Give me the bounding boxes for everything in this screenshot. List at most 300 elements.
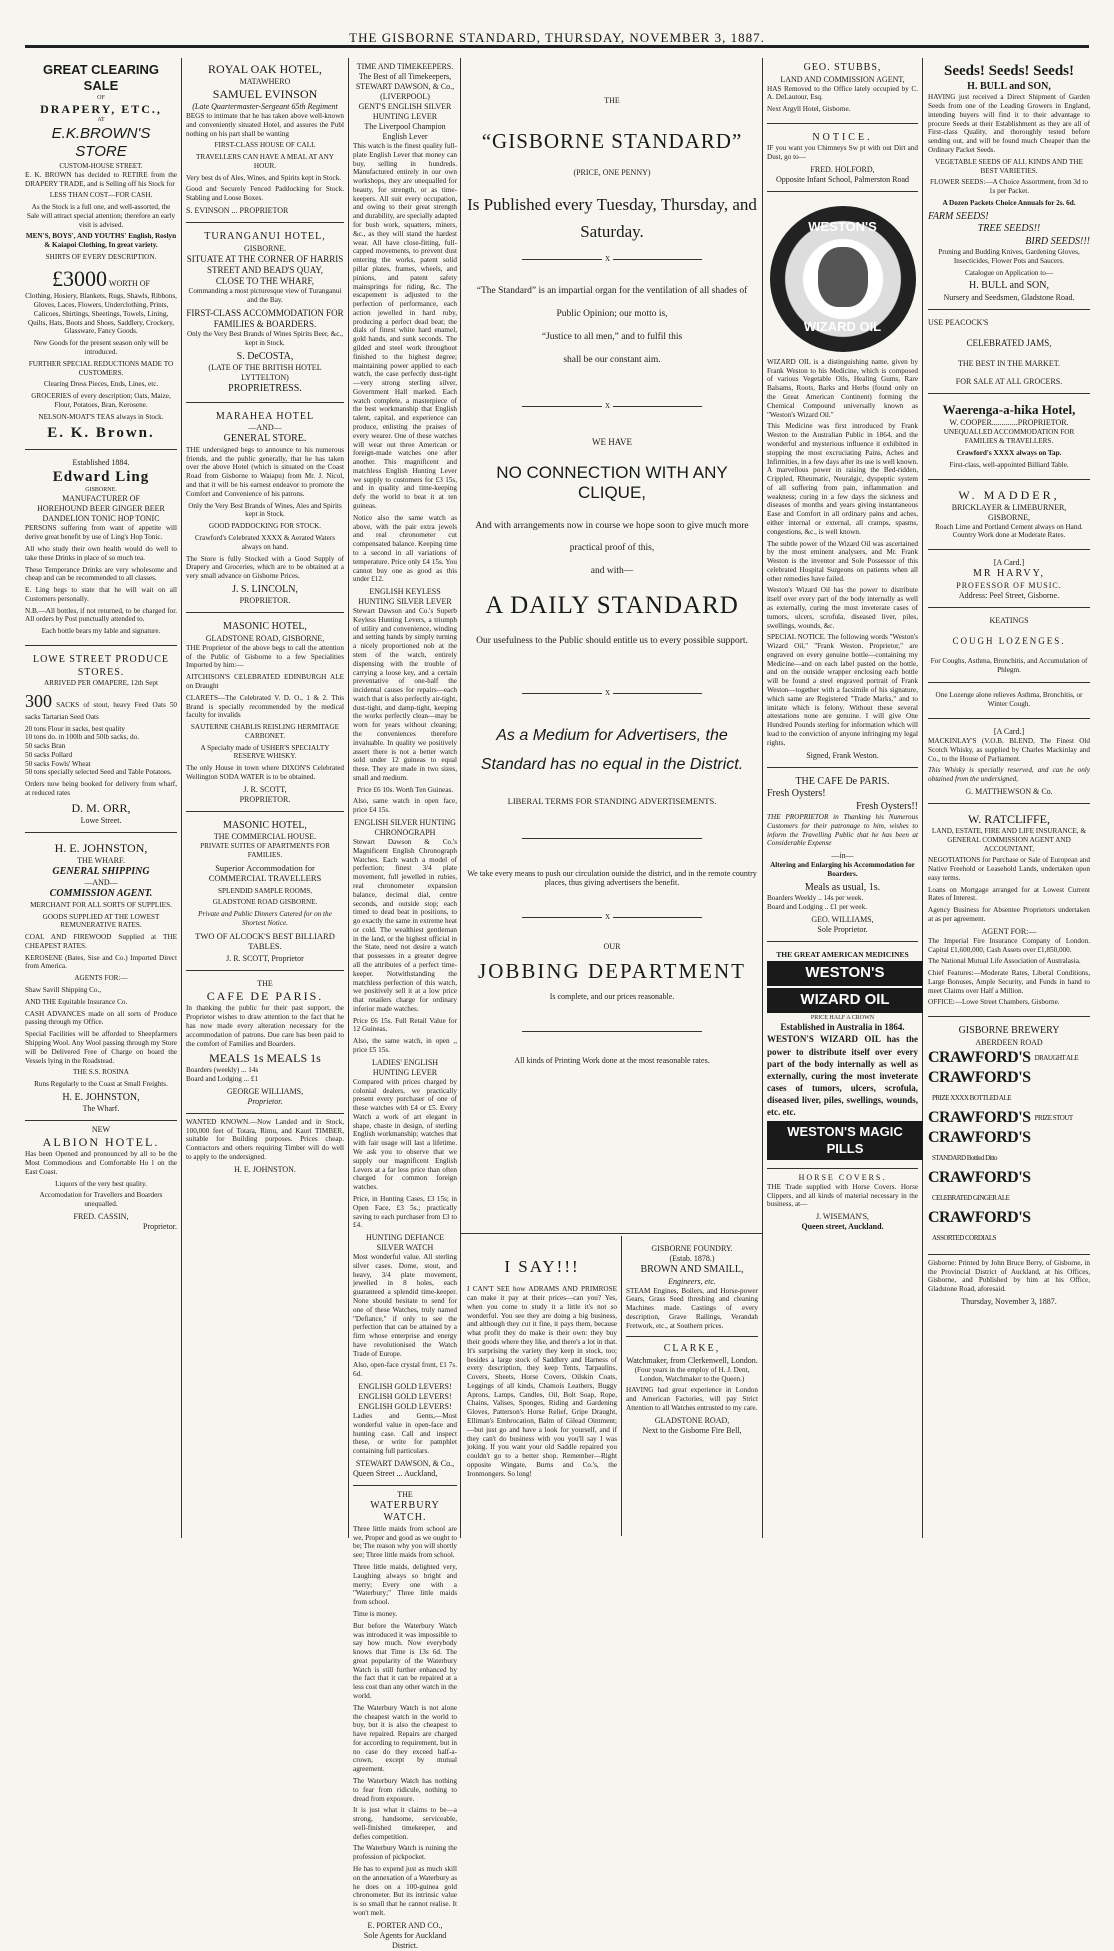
ad-text: THE Trade supplied with Horse Covers. Horse Clippers, and all kinds of material necessary in the business, at— [767, 1182, 918, 1209]
ad-text: GISBORNE, [987, 512, 1030, 522]
ad-text: Compared with prices charged by colonial dealers, we practically present every purchaser of one of these watches with £4 or £5. Every Watch a work of art elegant in shape, chaste in design, of sterling English workmanship; watches that with fair usage will last a lifetime. We ask you to observe that we supply our magnificent English Levers at a far less price than often charged for common foreign watches. [353, 1077, 457, 1192]
ad-text: [A Card.] [993, 558, 1025, 568]
ad-heading: TIME AND TIMEKEEPERS. [356, 62, 454, 71]
ad-text: PROFESSOR OF MUSIC. [956, 580, 1062, 590]
ad-mackinlay [928, 723, 1090, 804]
ad-text: —AND— [248, 423, 282, 433]
ad-text: Accomodation for Travellers and Boarders unequalled. [39, 1191, 163, 1209]
ad-heading: GENERAL STORE. [223, 433, 307, 445]
ad-text: Boarders (weekly) ... 14s Board and Lodging ... £1 [186, 1066, 259, 1084]
separator-mark: X [602, 255, 613, 263]
ad-text: MERCHANT FOR ALL SORTS OF SUPPLIES. [30, 900, 172, 909]
ad-text: Established in Australia in 1864. [780, 1022, 905, 1033]
logo-text: WESTON'S [808, 218, 877, 234]
ad-text: THE [257, 979, 273, 989]
ad-heading: MR HARVY, [972, 568, 1046, 580]
ad-text: N.B.—All bottles, if not returned, to be charged for. All orders by Post punctually attended to. [25, 606, 177, 624]
ad-text: Pruning and Budding Knives, Gardening Gloves, Insecticides, Flower Pots and Saucers. [938, 248, 1080, 265]
ad-text: A Dozen Packets Choice Annuals for 2s. 6d. [942, 198, 1076, 207]
ad-text: ENGLISH GOLD LEVERS! [358, 1392, 452, 1401]
ad-text: THE GREAT AMERICAN MEDICINES [776, 949, 909, 959]
notice-heading: A DAILY STANDARD [485, 592, 739, 620]
ad-heading: MASONIC HOTEL, [223, 819, 307, 831]
ad-masonic-commercial [186, 816, 344, 972]
ad-text: The Liverpool Champion English Lever [364, 122, 446, 141]
ad-text: THE BEST IN THE MARKET. [958, 359, 1060, 369]
ad-text: 20 tons Flour in sacks, best quality 10 tons do. in 100lb and 50lb sacks, do. 50 sacks Bran 50 sacks Pollard 50 sacks Fowls' Wheat 50 tons specially selected Seed and Table Potatoes. [25, 724, 172, 777]
ad-text: HOREHOUND BEER GINGER BEER [37, 504, 165, 514]
ad-lowe-street [25, 650, 177, 833]
column-3 [353, 58, 457, 1950]
ad-logo: WESTON'S [767, 961, 923, 986]
ad-text: It is just what it claims to be—a strong, handsome, serviceable, well-finished timekeeper, and defies competition. [353, 1806, 457, 1841]
ad-text: The Store is fully Stocked with a Good Supply of Drapery and Groceries, which are to be obtained at a very small advance on Gisborne Prices. [186, 554, 344, 581]
ad-text: GENT'S ENGLISH SILVER HUNTING LEVER [358, 102, 452, 121]
ad-text: HAS Removed to the Office lately occupied by C. A. DeLautour, Esq. [767, 84, 918, 102]
notice-text: WE HAVE [591, 436, 633, 447]
brand-name: CRAWFORD'S [928, 1108, 1031, 1126]
ad-heading: THE CAFE De PARIS. [795, 775, 890, 787]
ad-text: LADIES' ENGLISH HUNTING LEVER [371, 1057, 439, 1077]
masthead-title: THE GISBORNE STANDARD, THURSDAY, NOVEMBER 3, 1887. [349, 30, 765, 45]
ad-text: FRED. CASSIN, [73, 1212, 129, 1222]
ad-text: This Whisky is specially reserved, and can be only obtained from the undersigned, [928, 766, 1090, 784]
ad-text: The Waterbury Watch is ruining the profession of pickpocket. [353, 1844, 457, 1862]
brew-line [928, 1128, 1090, 1168]
logo-text: WIZARD OIL [803, 318, 882, 334]
ad-text: This watch is the finest quality full-plate English Lever that money can buy, selling in hundreds. Manufactured entirely in our own workshops, they are unequalled for beauty, for strength, or as time-keepers. All suit every occupation, and owing to their great strength and durability, are specially adapted for bush work, squatters, miners, &c., as they will stand the hardest wear. All have close-fitting, full-capped movements, to prevent dust entering the works, patent solid pillar plates, frames, wheels, and pinions, and patent safety mainsprings for riding, &c. The escapement is adjusted to the perfection of performance, each action jewelled in hard ruby, producing a perfect dead beat; the dials of finest white hard enamel, gold hands, and sunk seconds. The gilded and steel work throughout finished to the highest degree; maintaining power applied to each watch, the case perfectly dust-tight—very strong sterling silver, Government Hall marked. Each watch complete, a masterpiece of the best workmanship that English talent, capital, and experience can produce, enlisting the praises of every wearer. One of these watches will wear out three American or foreign-made watches one after another. This magnificent and matchless English Hunting Lever we supply to customers for £3 15s, and in quality and time-keeping defy the world to beat it at ten guineas. [353, 142, 457, 511]
ad-text: Opposite Infant School, Palmerston Road [775, 174, 910, 184]
ad-text: H. E. JOHNSTON. [234, 1164, 296, 1174]
ad-amount: 300 [25, 690, 52, 711]
ad-text: ENGLISH GOLD LEVERS! [358, 1402, 452, 1411]
ad-text: Shaw Savill Shipping Co., [25, 986, 102, 995]
ad-text: Good and Securely Fenced Paddocking for Stock. Stabling and Loose Boxes. [186, 185, 344, 203]
ad-text: NEGOTIATIONS for Purchase or Sale of European and Native Freehold or Leasehold Lands, undertaken upon easy terms. [928, 856, 1090, 882]
ad-text: Three little maids from school are we, Proper and good as we ought to be; The reason why you will shortly see; Three little maids from school. [353, 1524, 457, 1560]
ad-text: The Best of all Timekeepers, [358, 72, 452, 81]
ad-text: AND THE Equitable Insurance Co. [25, 997, 128, 1006]
ad-text: Special Facilities will be afforded to Sheepfarmers Shipping Wool. Any Wool passing through my Store will be Delivered Free of Charge on board the Vessels lying in the Roadstead. [25, 1030, 177, 1065]
ad-text: The subtle power of the Wizard Oil was ascertained by the most eminent analysers, and Mr. Frank Weston is the inventor and Sole Possessor of this celebrated Hospital Surgeons on patients when all other remedies have failed. [767, 539, 918, 583]
brew-line [928, 1168, 1090, 1208]
ad-text: The Wharf. [82, 1104, 120, 1114]
ad-text: Price £6 10s. Worth Ten Guineas. [356, 785, 454, 794]
ad-text: BRICKLAYER & LIMEBURNER, [951, 502, 1067, 512]
ad-heading: GREAT CLEARING SALE [42, 62, 160, 94]
ad-text: Stewart Dawson and Co.'s Superb Keyless Hunting Levers, a triumph of utility and convenience, winding and setting hands by simply turning a nicely proportioned nob at the stem of the watch, entirely dispensing with the trouble of carrying a loose key, and a certain preventative of one-half the incidental causes for repairs—each watch that is also perfectly air-tight, dust-tight, and damp-tight, keeping the works perfectly clean—may be worn for years without cleaning; the conveniences therefore invaluable. In quality we positively assert there is not a better watch sold under 12 guineas to equal these. They are made in two sizes, small and medium. [353, 607, 457, 782]
ad-text: UNEQUALLED ACCOMMODATION FOR FAMILIES & TRAVELLERS. [943, 428, 1075, 446]
ad-text: PERSONS suffering from want of appetite will derive great benefit by use of Ling's Hop Tonic. [25, 524, 177, 542]
ad-text: Also, the same watch, in open ,, price £5 15s. [353, 1037, 457, 1054]
separator [522, 401, 702, 410]
ad-heading: DRAPERY, ETC., [40, 102, 162, 116]
brew-name: PRIZE XXXX BOTTLED ALE [932, 1093, 1012, 1102]
ad-text: The only House in town where DIXON'S Celebrated Wellington SODA WATER is to be obtained. [186, 764, 344, 781]
notice-heading: JOBBING DEPARTMENT [478, 958, 746, 983]
ad-logo: WESTON'S MAGIC PILLS [767, 1121, 923, 1160]
notice-text: Our usefulness to the Public should entitle us to every possible support. [476, 636, 748, 647]
ad-text: E. PORTER AND CO., [367, 1920, 443, 1930]
ad-text: Orders now being booked for delivery from wharf, at reduced rates [25, 780, 177, 798]
column-divider [922, 58, 923, 1538]
ad-text: WANTED KNOWN.—Now Landed and in Stock, 100,000 feet of Totara, Rimu, and Kauri TIMBER, suitable for Building purposes. Prices cheap. Contractors and others requiring Timber will do well to apply to the undersigned. [186, 1117, 344, 1161]
ad-text: Next to the Gisborne Fire Bell, [642, 1425, 742, 1435]
ad-text: ENGLISH GOLD LEVERS! [358, 1382, 452, 1391]
ad-text: LAND, ESTATE, FIRE AND LIFE INSURANCE, & GENERAL COMMISSION AGENT AND ACCOUNTANT, [931, 826, 1087, 853]
ad-text: Time is money. [353, 1609, 398, 1618]
ad-text: GLADSTONE ROAD, [654, 1415, 730, 1425]
ad-text: PROPRIETOR. [239, 596, 291, 606]
ad-text: CASH ADVANCES made on all sorts of Produce passing through my Office. [25, 1009, 177, 1027]
ad-heading: LOWE STREET PRODUCE STORES. [32, 654, 170, 678]
ad-heading: KEATINGS [989, 615, 1029, 625]
ad-text: Agency Business for Absentee Proprietors undertaken at as per agreement. [928, 906, 1090, 923]
ad-logo: WIZARD OIL [767, 988, 923, 1013]
ad-signature: E. K. Brown. [47, 425, 155, 442]
ad-text: He has to expend just as much skill on the annexation of a Waterbury as he does on a 100-guinea gold chronometer. But its intrinsic value is so small that he cannot realise. It won't melt. [353, 1865, 457, 1917]
ad-text: COAL AND FIREWOOD Supplied at THE CHEAPEST RATES. [25, 933, 177, 950]
masthead-rule [25, 45, 1089, 48]
column-6 [928, 58, 1090, 1538]
ad-heading: I SAY!!! [504, 1257, 580, 1276]
ad-text: Queen Street ... Auckland, [353, 1468, 438, 1478]
brew-name: STANDARD Bottled Ditto [932, 1153, 998, 1162]
column-divider [460, 58, 461, 1538]
ad-text: New Goods for the present season only will be introduced. [33, 339, 169, 356]
ad-text: All who study their own health would do well to take these Drinks in place of so much tea. [25, 545, 177, 562]
ad-heading: E.K.BROWN'S STORE [51, 124, 151, 161]
ad-text: PRICE HALF A CROWN [810, 1014, 875, 1021]
ad-text: Notice also the same watch as above, with the pair extra jewels and real chronometer cut compensated balance. Keeping time to a second in all variations of temperature. Price only £4 15s. You cannot buy one as good as this under £12. [353, 513, 457, 584]
ad-text: GOODS SUPPLIED AT THE LOWEST REMUNERATIVE RATES. [42, 912, 160, 930]
brand-name: CRAWFORD'S [928, 1048, 1031, 1066]
ad-text: THE WHARF. [77, 855, 125, 865]
ad-heading: W. MADDER, [958, 487, 1060, 502]
separator-mark: X [602, 402, 613, 410]
ad-timber [186, 1118, 344, 1175]
ad-text: Commanding a most picturesque view of Turanganui and the Bay. [188, 287, 342, 305]
column-5 [767, 58, 918, 1538]
ad-heading: W. RATCLIFFE, [968, 811, 1050, 826]
ad-text: Clearing Dress Pieces, Ends, Lines, etc. [43, 380, 159, 389]
ad-text: Loans on Mortgage arranged for at Lowest Current Rates of Interest. [928, 885, 1090, 903]
column-1 [25, 58, 177, 1538]
ad-text: Next Argyll Hotel, Gisborne. [767, 105, 851, 114]
notice-text: (PRICE, ONE PENNY) [573, 168, 651, 177]
ad-text: Price, in Hunting Cases, £3 15s; in Open Face, £3 5s.; practically saving to each purchaser from £3 to £4. [353, 1194, 457, 1230]
ad-text: TREE SEEDS!! [977, 223, 1041, 235]
ad-heading: COMMISSION AGENT. [49, 888, 153, 900]
ad-text: Superior Accommodation for COMMERCIAL TRAVELLERS [208, 862, 322, 884]
ad-text: —AND— [84, 878, 118, 888]
notice-heading: As a Medium for Advertisers, the Standard has no equal in the District. [480, 726, 744, 773]
ad-heading: S. DeCOSTA, [236, 350, 294, 362]
ad-heading: STEWART DAWSON, & Co., [355, 82, 455, 91]
ad-heading: D. M. ORR, [71, 800, 131, 815]
ad-heading: Meals as usual, 1s. [804, 881, 881, 893]
ad-royal-oak [186, 58, 344, 223]
ad-text: E. K. BROWN has decided to RETIRE from the DRAPERY TRADE, and is Selling off his Stock for [25, 170, 177, 188]
ad-text: Three little maids, delighted very, Laughing always so bright and merry; Every one with a "Waterbury;" Three little maids from school. [353, 1563, 457, 1607]
ad-text: Boarders Weekly .. 14s per week. Board and Lodging .. £1 per week. [767, 894, 868, 911]
brand-name: CRAWFORD'S [928, 1208, 1031, 1226]
ad-text: GEORGE WILLIAMS, [226, 1086, 304, 1096]
wizard-oil-logo [770, 206, 916, 352]
ad-text: AGENT FOR:— [981, 926, 1037, 936]
brew-name: CELEBRATED GINGER ALE [932, 1193, 1010, 1202]
ad-text: KEROSENE (Bates, Sise and Co.) Imported Direct from America. [25, 953, 177, 971]
ad-text: SPECIAL NOTICE. The following words "Weston's Wizard Oil," "Frank Weston. Proprietor," are engraved on every genuine bottle—containing my Medicine—and on each label pasted on the bottle, and on the outside wrapper enclosing each bottle will be found a steel engraved portrait of Frank Weston—together with a facsimile of his signature, which same are Registered "Trade Marks," and to imitate which is felony. Without these several attestations none are genuine. I will give One Hundred Pounds sterling for information which will lead to the conviction of anyone infringing my legal rights, [767, 633, 918, 747]
ad-text: Proprietor. [143, 1222, 177, 1232]
ad-text: W. COOPER.............PROPRIETOR. [949, 418, 1069, 428]
ad-text: DANDELION TONIC HOP TONIC [42, 514, 160, 524]
ad-text: Queen street, Auckland. [801, 1222, 884, 1232]
ad-heading: COUGH LOZENGES. [952, 635, 1066, 646]
ad-text: I CAN'T SEE how ADRAMS AND PRIMROSE can make it pay at their prices—can you? Yes, when you come to study it a little it's not so wonderful. You see they are doing a big business, and although they cut it fine, it pays them, because what profit they do make is their own: they buy their goods where they like, and there's a lot in that. It's surprising the variety they keep in stock, too; besides a large stock of Saddlery and Harness of every description, they keep Tents, Tarpaulins, Covers, Sheets, Horse Covers, Oilskin Coats, Leggings of all kinds, Chamois Leathers, Buggy Aprons, Lamps, Candles, Oil, Bolt Soap, Rope, Chains, Valises, Sponges, Riding and Gardening Gloves, Patterson's Horse Relief, Gripe Draught, Elliman's Embrocation, Balm of Gilead Ointment;—but just go and have a look for yourself, and if they can't do business with you you'll say I was joking. If you want your old Saddle repaired you couldn't go to a better shop. Remember—Right opposite Wingate, Burns and Co.'s, the Ironmongers. So long! [467, 1285, 617, 1478]
ad-text: TRAVELLERS CAN HAVE A MEAL AT ANY HOUR. [196, 153, 334, 170]
ad-text: MEN'S, BOYS', AND YOUTHS' English, Roslyn & Kaiapoi Clothing, In great variety. [25, 232, 177, 250]
ad-text: THE [397, 1489, 413, 1499]
ad-harvy [928, 554, 1090, 608]
notice-text: “The Standard” is an impartial organ for the ventilation of all shades of Public Opinion; our motto is, [476, 286, 748, 320]
ad-text: GLADSTONE ROAD GISBORNE. [212, 898, 318, 907]
ad-text: FIRST-CLASS ACCOMMODATION FOR FAMILIES & BOARDERS. [186, 307, 344, 330]
ad-heading: GENERAL SHIPPING [52, 865, 150, 877]
ad-wizard-oil [767, 196, 918, 768]
ad-text: In thanking the public for their past support, the Proprietor wishes to draw attention to the fact that he has now made every alteration necessary for the accommodation of patrons. Due care has been paid to the comfort of Families and Boarders. [186, 1004, 344, 1048]
ad-heading: CAFE DE PARIS. [206, 989, 324, 1004]
ad-heading: H. E. JOHNSTON, [54, 840, 148, 855]
ad-text: LESS THAN COST—FOR CASH. [49, 191, 153, 200]
ad-heading: GISBORNE BREWERY [958, 1025, 1060, 1037]
ad-peacock-jams [928, 314, 1090, 394]
ad-turanganui [186, 227, 344, 403]
notice-heading: NO CONNECTION WITH ANY CLIQUE, [496, 462, 728, 502]
ad-text: Altering and Enlarging his Accommodation for Boarders. [770, 861, 915, 878]
ad-text: FLOWER SEEDS:—A Choice Assortment, from 3d to 1s per Packet. [930, 178, 1088, 196]
ad-text: MATAWHERO [239, 77, 291, 86]
ad-text: AITCHISON'S CELEBRATED EDINBURGH ALE on Draught [186, 673, 344, 690]
ad-heading: CLARKE, [663, 1343, 721, 1355]
notice-text: “Justice to all men,” and to fulfil this [541, 331, 683, 342]
column-divider [181, 58, 182, 1538]
ad-text: THE COMMERCIAL HOUSE. [213, 832, 317, 842]
ad-text: SACKS of stout, heavy Feed Oats 50 sacks Tartarian Seed Oats [25, 700, 178, 721]
ad-text: The Imperial Fire Insurance Company of London. Capital £1,600,000, Cash Assets over £1,850,000. [928, 936, 1090, 954]
ad-heading: HORSE COVERS. [798, 1172, 887, 1182]
ad-text: —in— [831, 851, 854, 861]
portrait-icon [818, 247, 868, 307]
ad-heading: MARAHEA HOTEL [215, 410, 315, 422]
ad-text: THE S.S. ROSINA [73, 1068, 129, 1077]
ad-heading: Edward Ling [52, 469, 150, 486]
notice-text: and with— [590, 566, 634, 577]
ad-text: These Temperance Drinks are very wholesome and cheap and can be recommended to all classes. [25, 565, 177, 583]
ad-text: ENGLISH SILVER HUNTING CHRONOGRAPH [354, 818, 456, 838]
ad-edward-ling [25, 454, 177, 646]
ad-text: One Lozenge alone relieves Asthma, Bronchitis, or Winter Cough. [935, 691, 1083, 709]
ad-text: Most wonderful value. All sterling silver cases. Dome, stout, and heavy, 3/4 plate movement, jewelled in 8 holes, each guaranteed a splendid time-keeper. None should hesitate to send for one of these Watches, truly named "Defiance," if only to see the perfection that can be attained by a firm whose enterprise and energy have revolutionised the Watch Trade of Europe. [353, 1253, 457, 1358]
ad-text: Clothing, Hosiery, Blankets, Rugs, Shawls, Ribbons, Gloves, Laces, Flowers, Underclothing, Prints, Calicoes, Shirtings, Sheetings, Towels, Lining, Quilts, Hats, Boots and Shoes, Saddlery, Crockery, Glassware, Fancy Goods. [25, 292, 177, 336]
ad-text: But before the Waterbury Watch was introduced it was impossible to say how much. Now everybody knows that Time is 13s 6d. The great popularity of the Waterbury Watch is still further enhanced by the fact that it can be repaired at a less cost than any other watch in the world. [353, 1621, 457, 1700]
imprint [928, 1259, 1090, 1307]
ad-heading: MEALS 1s MEALS 1s [209, 1051, 321, 1066]
ad-text: SPLENDID SAMPLE ROOMS, [217, 886, 313, 895]
ad-heading: WATERBURY WATCH. [370, 1499, 440, 1524]
ad-keatings [928, 612, 1090, 719]
ad-westons-medicine [767, 946, 918, 1169]
ad-text: Only the Very Best Brands of Wines Spirits Beer, &c., kept in Stock. [186, 330, 344, 348]
ad-text: WORTH OF [108, 278, 150, 288]
ad-text: Nursery and Seedsmen, Gladstone Road. [943, 292, 1075, 302]
paper-title: “GISBORNE STANDARD” [481, 129, 743, 153]
ad-text: [A Card.] [993, 727, 1025, 737]
ad-text: IF you want you Chimneys Sw pt with out Dirt and Dust, go to— [767, 144, 918, 162]
brand-name: CRAWFORD'S [928, 1068, 1031, 1086]
ad-text: BIRD SEEDS!!! [1025, 235, 1090, 247]
ad-text: FIRST-CLASS HOUSE OF CALL [214, 141, 316, 150]
brew-line [928, 1208, 1090, 1248]
separator [522, 1031, 702, 1032]
ad-text: The National Mutual Life Association of Australasia. [928, 957, 1081, 966]
separator [522, 838, 702, 839]
ad-text: AGENTS FOR:— [74, 974, 128, 983]
ad-johnston [25, 837, 177, 1122]
ad-text: FRED. HOLFORD, [810, 164, 875, 174]
masthead [0, 0, 1114, 46]
ad-amount: £3000 [52, 265, 108, 291]
ad-heading: GISBORNE FOUNDRY. [651, 1244, 733, 1253]
brand-name: CRAWFORD'S [928, 1168, 1031, 1186]
notice-text: And with arrangements now in course we hope soon to give much more practical proof of this, [475, 520, 749, 554]
ad-text: E. Ling begs to state that he will wait on all Customers personally. [25, 586, 177, 603]
brew-name: DRAUGHT ALE [1034, 1053, 1079, 1062]
ad-text: First-class, well-appointed Billiard Table. [949, 460, 1069, 469]
notice-text: shall be our constant aim. [563, 354, 661, 365]
imprint-text: Gisborne: Printed by John Bruce Berry, of Gisborne, in the Provincial District of Auckland, at his Offices, Gisborne, and Published by him at his Office, Gladstone Road, aforesaid. [928, 1258, 1090, 1294]
ad-text: PRIVATE SUITES OF APARTMENTS FOR FAMILIES. [200, 842, 330, 860]
ad-heading: BROWN AND SMAILL, [640, 1264, 744, 1275]
ad-text: (LIVERPOOL) [380, 92, 430, 101]
ad-text: ENGLISH KEYLESS HUNTING SILVER LEVER [358, 587, 452, 607]
ad-stewart-dawson [353, 58, 457, 1486]
ad-text: J. R. SCOTT, Proprietor [226, 954, 304, 964]
ad-text: PROPRIETOR. [239, 794, 291, 804]
ad-text: (Four years in the employ of H. J. Dent, London, Watchmaker to the Queen.) [634, 1365, 750, 1383]
brew-name: PRIZE STOUT [1034, 1113, 1073, 1122]
ad-text: Sole Proprietor. [817, 924, 868, 934]
ad-text: Sole Agents for Auckland District. [363, 1930, 447, 1950]
notice-text: All kinds of Printing Work done at the most reasonable rates. [514, 1055, 710, 1065]
ad-text: WESTON'S WIZARD OIL has the power to distribute itself over every part of the body internally as well as externally, curing the most inveterate cases of tumors, ulcers, scrofula, diseased liver, piles, swellings, wounds, etc. etc. [767, 1034, 918, 1118]
ad-text: NELSON-MOAT'S TEAS always in Stock. [38, 412, 164, 421]
ad-text: CUSTOM-HOUSE STREET. [59, 162, 143, 170]
ad-text: Each bottle bears my Iable and signature. [41, 627, 161, 636]
ad-text: Address: Peel Street, Gisborne. [958, 590, 1060, 600]
ad-text: Signed, Frank Weston. [806, 750, 879, 760]
ad-text: Private and Public Dinners Catered for on the Shortest Notice. [198, 910, 332, 927]
ad-text: The Waterbury Watch is not alone the cheapest watch in the world to buy, but it is also the cheapest to have repaired. Repairs are charged for according to requirement, but in no case do they exceed half-a-crown, except by mutual agreement. [353, 1703, 457, 1774]
ad-text: Engineers, etc. [668, 1276, 716, 1286]
ad-text: STEAM Engines, Boilers, and Horse-power Gears, Grass Seed threshing and cleaning Machines made. Castings of every description, Grave Railings, Verandah Fretwork, etc., at Southern prices. [626, 1286, 758, 1330]
ad-text: GISBORNE. [85, 486, 117, 493]
ad-text: Watchmaker, from Clerkenwell, London. [626, 1355, 758, 1365]
ad-text: GEO. WILLIAMS, [811, 914, 874, 924]
ad-text: Roach Lime and Portland Cement always on Hand. Country Work done at Moderate Rates. [935, 522, 1083, 540]
separator-mark: X [602, 689, 613, 697]
ad-waterbury [353, 1490, 457, 1951]
ad-text: Weston's Wizard Oil has the power to distribute itself over every part of the body internally as well as externally, curing the most inveterate cases of tumors, ulcers, scrofula, diseased liver, piles, swellings, wounds, &c. [767, 586, 918, 630]
notice-heading: Is Published every Tuesday, Thursday, and Saturday. [467, 195, 757, 242]
notice-text: LIBERAL TERMS FOR STANDING ADVERTISEMENTS. [507, 795, 717, 806]
ad-text: This Medicine was first introduced by Frank Weston to the Australian Public in 1864, and the wonderful and mysterious influence it exhibited in stopping the most excruciating Pains, Aches and Infirmities, in a few days after its use is well known. A marvellous power in raising the Bed-ridden, Crippled, Rheumatic, Neuralgic, dyspeptic system of all suffering from pain, inflammation and weakness; curing in a few days the sickness and diseases of months and years giving instantaneous Ease and Comfort in all ordinary pains and aches, either internal or external, all cramps, spasms, congestions, &c., is well known. [767, 422, 918, 536]
ad-horse-covers [767, 1173, 918, 1232]
ad-masonic-hotel [186, 617, 344, 811]
ad-text: STEWART DAWSON, & Co., [355, 1458, 455, 1468]
ad-text: Also, open-face crystal front, £1 7s. 6d. [353, 1361, 457, 1379]
brew-line [928, 1048, 1090, 1068]
ad-text: SHIRTS OF EVERY DESCRIPTION. [45, 253, 157, 261]
ad-text: PROPRIETRESS. [228, 383, 302, 395]
ad-heading: Seeds! Seeds! Seeds! [944, 63, 1074, 79]
brew-line [928, 1068, 1090, 1108]
ad-foundry [626, 1240, 758, 1540]
ad-text: Fresh Oysters! [767, 788, 826, 799]
separator-mark: X [602, 913, 613, 921]
column-divider [348, 58, 349, 1538]
ad-text: MACKINLAY'S (V.O.B. BLEND, The Finest Old Scotch Whisky, as supplied by Charles Mackinlay and Co., to the House of Parliament. [928, 737, 1090, 763]
ad-text: Has been Opened and pronounced by all to be the Most Commodious and Comfortable Ho l on the East Coast. [25, 1150, 177, 1176]
ad-text: For Coughs, Asthma, Bronchitis, and Accumulation of Phlegm. [930, 656, 1088, 674]
column-divider [762, 58, 763, 1538]
ad-text: SAUTERNE CHABLIS REISLING HERMITAGE CARBONET. [190, 723, 340, 740]
ad-cafe-de-paris [186, 975, 344, 1113]
ad-text: (Late Quartermaster-Sergeant 65th Regiment [192, 102, 338, 111]
ad-text: The Waterbury Watch has nothing to fear from ridicule, nothing to dread from exposure. [353, 1777, 457, 1803]
ad-text: GROCERIES of every description; Oats, Maize, Flour, Potatoes, Bran, Kerosene. [31, 392, 171, 409]
ad-text: THE PROPRIETOR in Thanking his Numerous Customers for their patronage to him, wishes to inform the Travelling Public that he has been at Considerable Expense [767, 813, 918, 848]
ad-heading: ALBION HOTEL. [42, 1135, 160, 1150]
ad-text: HAVING just received a Direct Shipment of Garden Seeds from one of the Leading Growers in England, intending buyers will find it to their advantage to procure Seeds at their Establishment as they are all of First-class Quality, and thoroughly tested before sending out, and will be found much Cheaper than the Ordinary Packet Seeds. [928, 93, 1090, 154]
ad-heading: H. BULL and SON, [969, 280, 1049, 292]
ad-text: MANUFACTURER OF [62, 494, 140, 504]
ad-text: S. EVINSON ... PROPRIETOR [186, 206, 289, 216]
ad-heading: SAMUEL EVINSON [212, 87, 318, 101]
ad-brown-store [25, 58, 177, 450]
ad-text: Ladies and Gents,—Most wonderful value in open-face and hunting case. Call and inspect these, or write for pamphlet containing full particulars. [353, 1412, 457, 1456]
ad-text: Proprietor. [247, 1096, 283, 1106]
ad-text: VEGETABLE SEEDS OF ALL KINDS AND THE BEST VARIETIES. [935, 157, 1083, 175]
ad-heading: Waerenga-a-hika Hotel, [942, 402, 1076, 418]
ad-text: Fresh Oysters!! [856, 800, 918, 812]
brew-name: ASSORTED CORDIALS [932, 1233, 997, 1242]
ad-heading: H. BULL and SON, [967, 80, 1051, 92]
ad-text: FOR SALE AT ALL GROCERS. [955, 377, 1063, 387]
ad-text: Price £6 15s. Full Retail Value for 12 Guineas. [353, 1016, 457, 1034]
ad-text: Crawford's XXXX always on Tap. [956, 449, 1062, 458]
ad-text: OFFICE:—Lowe Street Chambers, Gisborne. [928, 998, 1060, 1007]
ad-heading: NOTICE. [812, 131, 873, 143]
ad-text: GLADSTONE ROAD, GISBORNE, [205, 633, 325, 643]
ad-heading: J. S. LINCOLN, [232, 583, 298, 595]
ad-text: Only the Very Best Brands of Wines, Ales and Spirits kept in Stock. [188, 501, 342, 519]
ad-text: (LATE OF THE BRITISH HOTEL LYTTELTON) [208, 363, 322, 383]
ad-text: Stewart Dawson & Co.'s Magnificent English Chronograph Watches. Each watch a model of perfection; finest 3/4 plate movement, full jewelled in rubies, real chronometer expansion balance, decimal dial, centre seconds, and outside stop; each timed to dead beat in positions, to go exactly the same in extreme heat or cold. The wealthiest gentleman in the land, or the highest official in the State, need not desire a watch that possesses in a greater degree all the attributes of a perfect time-keeper. Notwithstanding the matchless perfection of this watch, we positively sell it at a low price that retailers charge for ordinary inferior made watches. [353, 838, 457, 1013]
ad-text: FARM SEEDS! [928, 210, 989, 222]
ad-text: Also, same watch in open face, price £4 15s. [353, 797, 457, 815]
imprint-date: Thursday, November 3, 1887. [961, 1296, 1057, 1306]
